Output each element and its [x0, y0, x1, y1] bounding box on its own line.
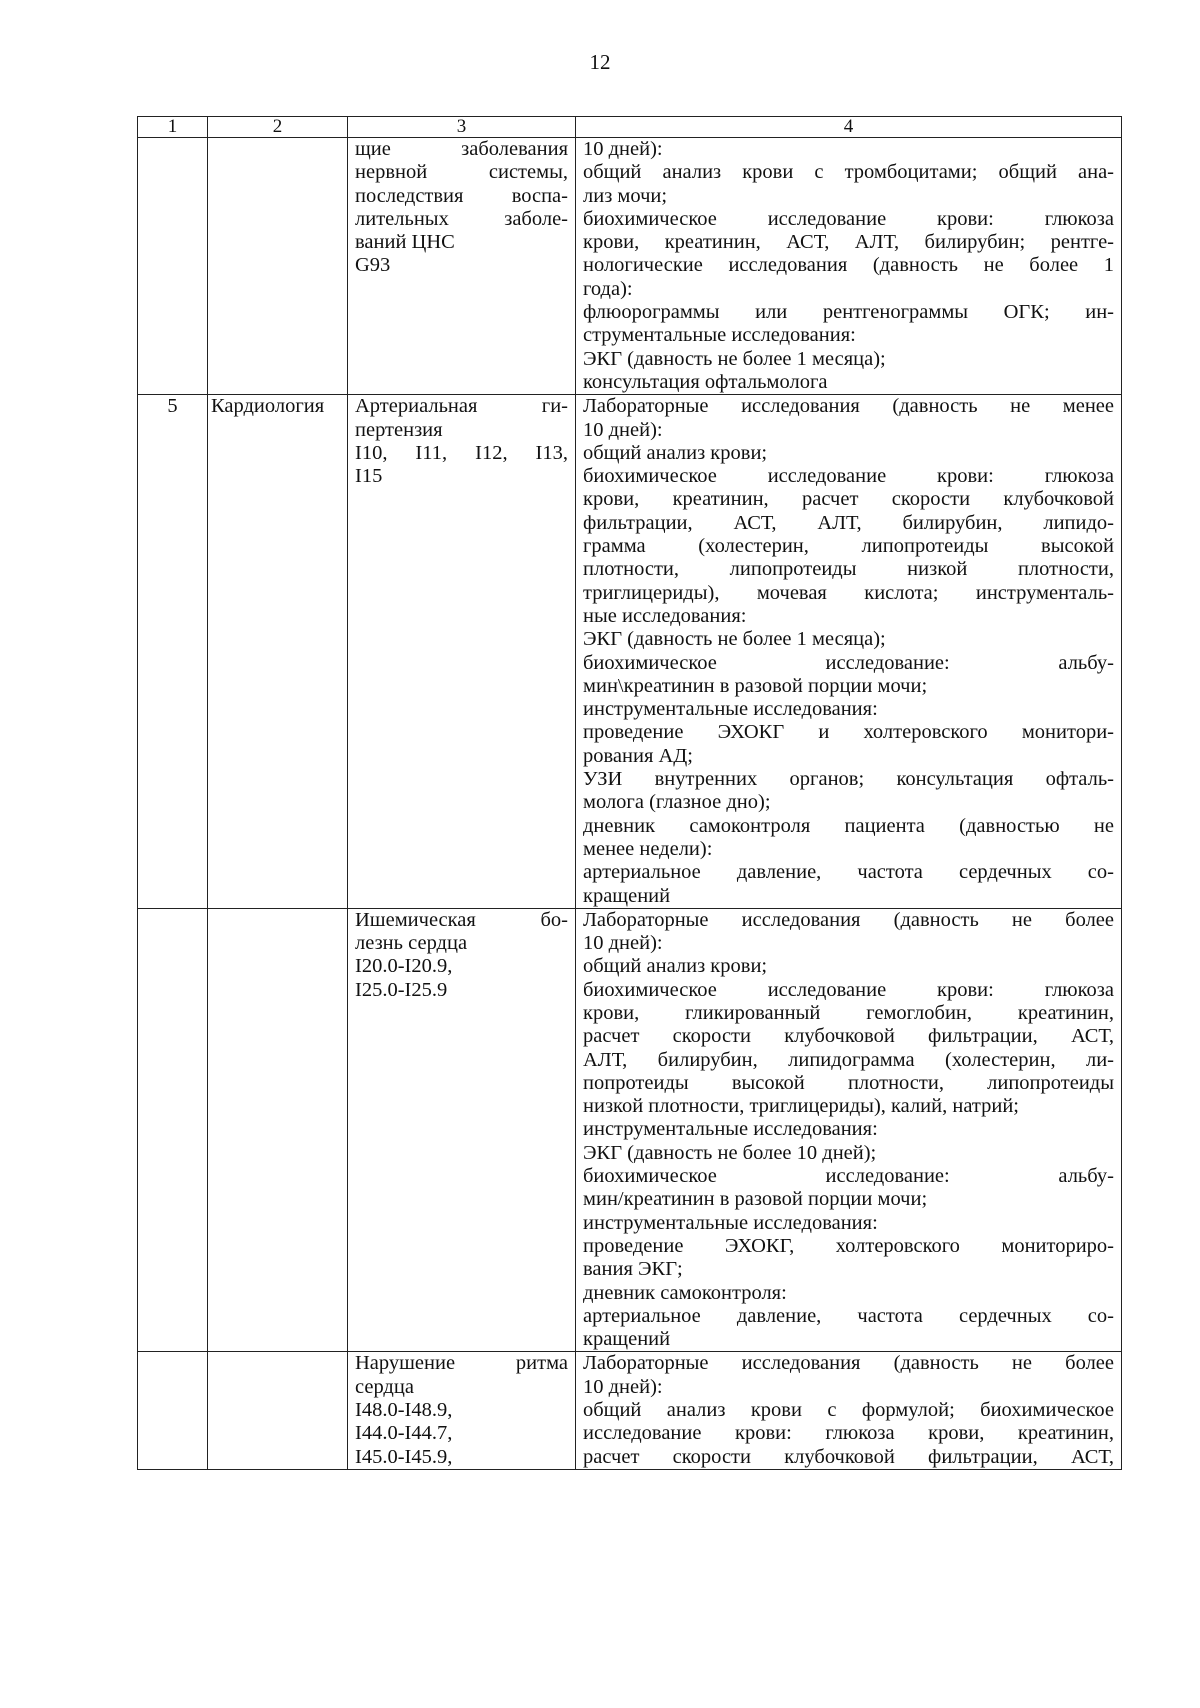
exam-line: триглицериды), мочевая кислота; инструменталь- — [583, 581, 1114, 604]
exam-line: вания ЭКГ; — [583, 1258, 683, 1281]
exam-line: ЭКГ (давность не более 1 месяца); — [583, 347, 886, 370]
exam-line: кращений — [583, 884, 671, 907]
exam-line: артериальное давление, частота сердечных со- — [583, 1304, 1114, 1327]
examinations-cell — [576, 395, 1122, 909]
exam-line: дневник самоконтроля пациента (давностью не — [583, 814, 1114, 837]
exam-line: биохимическое исследование крови: глюкоза — [583, 207, 1114, 230]
profile-cell — [208, 1352, 348, 1469]
exam-line: крови, гликированный гемоглобин, креатинин, — [583, 1001, 1114, 1024]
exam-line: проведение ЭХОКГ, холтеровского мониториро- — [583, 1234, 1114, 1257]
exam-line: кращений — [583, 1328, 671, 1351]
exam-line: 10 дней): — [583, 418, 663, 441]
exam-line: ные исследования: — [583, 604, 747, 627]
row-number-cell — [138, 1352, 208, 1469]
exam-line: общий анализ крови; — [583, 441, 768, 464]
diagnosis-line: нервной системы, — [355, 161, 568, 184]
exam-line: инструментальные исследования: — [583, 698, 878, 721]
exam-line: ЭКГ (давность не более 1 месяца); — [583, 628, 886, 651]
diagnosis-line: I25.0-I25.9 — [355, 978, 448, 1001]
table-body — [138, 138, 1122, 1470]
exam-line: биохимическое исследование крови: глюкоза — [583, 465, 1114, 488]
exam-line: 10 дней): — [583, 932, 663, 955]
diagnosis-line: I20.0-I20.9, — [355, 955, 453, 978]
diagnosis-line: G93 — [355, 254, 391, 277]
exam-line: нологические исследования (давность не более 1 — [583, 254, 1114, 277]
diagnosis-cell — [348, 395, 576, 909]
diagnosis-line: лительных заболе- — [355, 207, 568, 230]
profile-cell: Кардиология — [208, 395, 348, 909]
diagnosis-line: Нарушение ритма — [355, 1352, 568, 1375]
diagnosis-cell — [348, 1352, 576, 1469]
diagnosis-line: щие заболевания — [355, 138, 568, 160]
header-cell-4: 4 — [576, 117, 1122, 138]
exam-line: АЛТ, билирубин, липидограмма (холестерин, ли- — [583, 1048, 1114, 1071]
exam-line: года): — [583, 277, 633, 300]
row-number-cell — [138, 908, 208, 1352]
profile-cell — [208, 908, 348, 1352]
exam-line: проведение ЭХОКГ и холтеровского монитори- — [583, 721, 1114, 744]
profile-cell — [208, 138, 348, 395]
table-header-row — [138, 117, 1122, 138]
page-number: 12 — [589, 50, 611, 74]
exam-line: лиз мочи; — [583, 184, 668, 207]
examinations-table — [137, 116, 1122, 1470]
diagnosis-line: лезнь сердца — [355, 932, 468, 955]
examinations-cell — [576, 138, 1122, 395]
exam-line: грамма (холестерин, липопротеиды высокой — [583, 535, 1114, 558]
diagnosis-line: Артериальная ги- — [355, 395, 568, 418]
exam-line: низкой плотности, триглицериды), калий, натрий; — [583, 1095, 1020, 1118]
exam-line: молога (глазное дно); — [583, 791, 771, 814]
table-row — [138, 138, 1122, 395]
table-row — [138, 395, 1122, 909]
diagnosis-line: I44.0-I44.7, — [355, 1422, 453, 1445]
exam-line: дневник самоконтроля: — [583, 1281, 787, 1304]
table-row — [138, 1352, 1122, 1469]
exam-line: УЗИ внутренних органов; консультация офталь- — [583, 768, 1114, 791]
exam-line: биохимическое исследование: альбу- — [583, 651, 1114, 674]
exam-line: крови, креатинин, расчет скорости клубочковой — [583, 488, 1114, 511]
exam-line: 10 дней): — [583, 1375, 663, 1398]
exam-line: рования АД; — [583, 744, 693, 767]
exam-line: мин\креатинин в разовой порции мочи; — [583, 674, 928, 697]
exam-line: исследование крови: глюкоза крови, креатинин, — [583, 1422, 1114, 1445]
exam-line: общий анализ крови с тромбоцитами; общий ана- — [583, 161, 1114, 184]
exam-line: инструментальные исследования: — [583, 1118, 878, 1141]
exam-line: Лабораторные исследования (давность не менее — [583, 395, 1114, 418]
exam-line: 10 дней): — [583, 138, 663, 160]
exam-line: ЭКГ (давность не более 10 дней); — [583, 1141, 877, 1164]
exam-line: расчет скорости клубочковой фильтрации, АСТ, — [583, 1025, 1114, 1048]
exam-line: мин/креатинин в разовой порции мочи; — [583, 1188, 928, 1211]
exam-line: Лабораторные исследования (давность не более — [583, 1352, 1114, 1375]
exam-line: биохимическое исследование крови: глюкоза — [583, 978, 1114, 1001]
header-cell-3: 3 — [348, 117, 576, 138]
exam-line: крови, креатинин, АСТ, АЛТ, билирубин; рентге- — [583, 231, 1114, 254]
exam-line: струментальные исследования: — [583, 324, 856, 347]
header-cell-1: 1 — [138, 117, 208, 138]
exam-line: плотности, липопротеиды низкой плотности, — [583, 558, 1114, 581]
diagnosis-line: I45.0-I45.9, — [355, 1445, 453, 1468]
diagnosis-line: I48.0-I48.9, — [355, 1399, 453, 1422]
diagnosis-line: сердца — [355, 1375, 414, 1398]
examinations-cell — [576, 908, 1122, 1352]
exam-line: менее недели): — [583, 837, 713, 860]
exam-line: Лабораторные исследования (давность не более — [583, 908, 1114, 931]
examinations-cell — [576, 1352, 1122, 1469]
exam-line: расчет скорости клубочковой фильтрации, АСТ, — [583, 1445, 1114, 1468]
diagnosis-line: пертензия — [355, 418, 443, 441]
diagnosis-line: I10, I11, I12, I13, — [355, 441, 568, 464]
exam-line: общий анализ крови; — [583, 955, 768, 978]
diagnosis-line: I15 — [355, 465, 383, 488]
exam-line: биохимическое исследование: альбу- — [583, 1165, 1114, 1188]
diagnosis-line: Ишемическая бо- — [355, 908, 568, 931]
diagnosis-cell — [348, 138, 576, 395]
header-cell-2: 2 — [208, 117, 348, 138]
exam-line: общий анализ крови с формулой; биохимическое — [583, 1399, 1114, 1422]
exam-line: попротеиды высокой плотности, липопротеиды — [583, 1071, 1114, 1094]
exam-line: фильтрации, АСТ, АЛТ, билирубин, липидо- — [583, 511, 1114, 534]
exam-line: артериальное давление, частота сердечных со- — [583, 861, 1114, 884]
row-number-cell — [138, 138, 208, 395]
diagnosis-line: ваний ЦНС — [355, 231, 455, 254]
diagnosis-line: последствия воспа- — [355, 184, 568, 207]
table-row — [138, 908, 1122, 1352]
row-number-cell: 5 — [138, 395, 208, 909]
diagnosis-cell — [348, 908, 576, 1352]
exam-line: консультация офтальмолога — [583, 370, 828, 393]
exam-line: флюорограммы или рентгенограммы ОГК; ин- — [583, 301, 1114, 324]
exam-line: инструментальные исследования: — [583, 1211, 878, 1234]
